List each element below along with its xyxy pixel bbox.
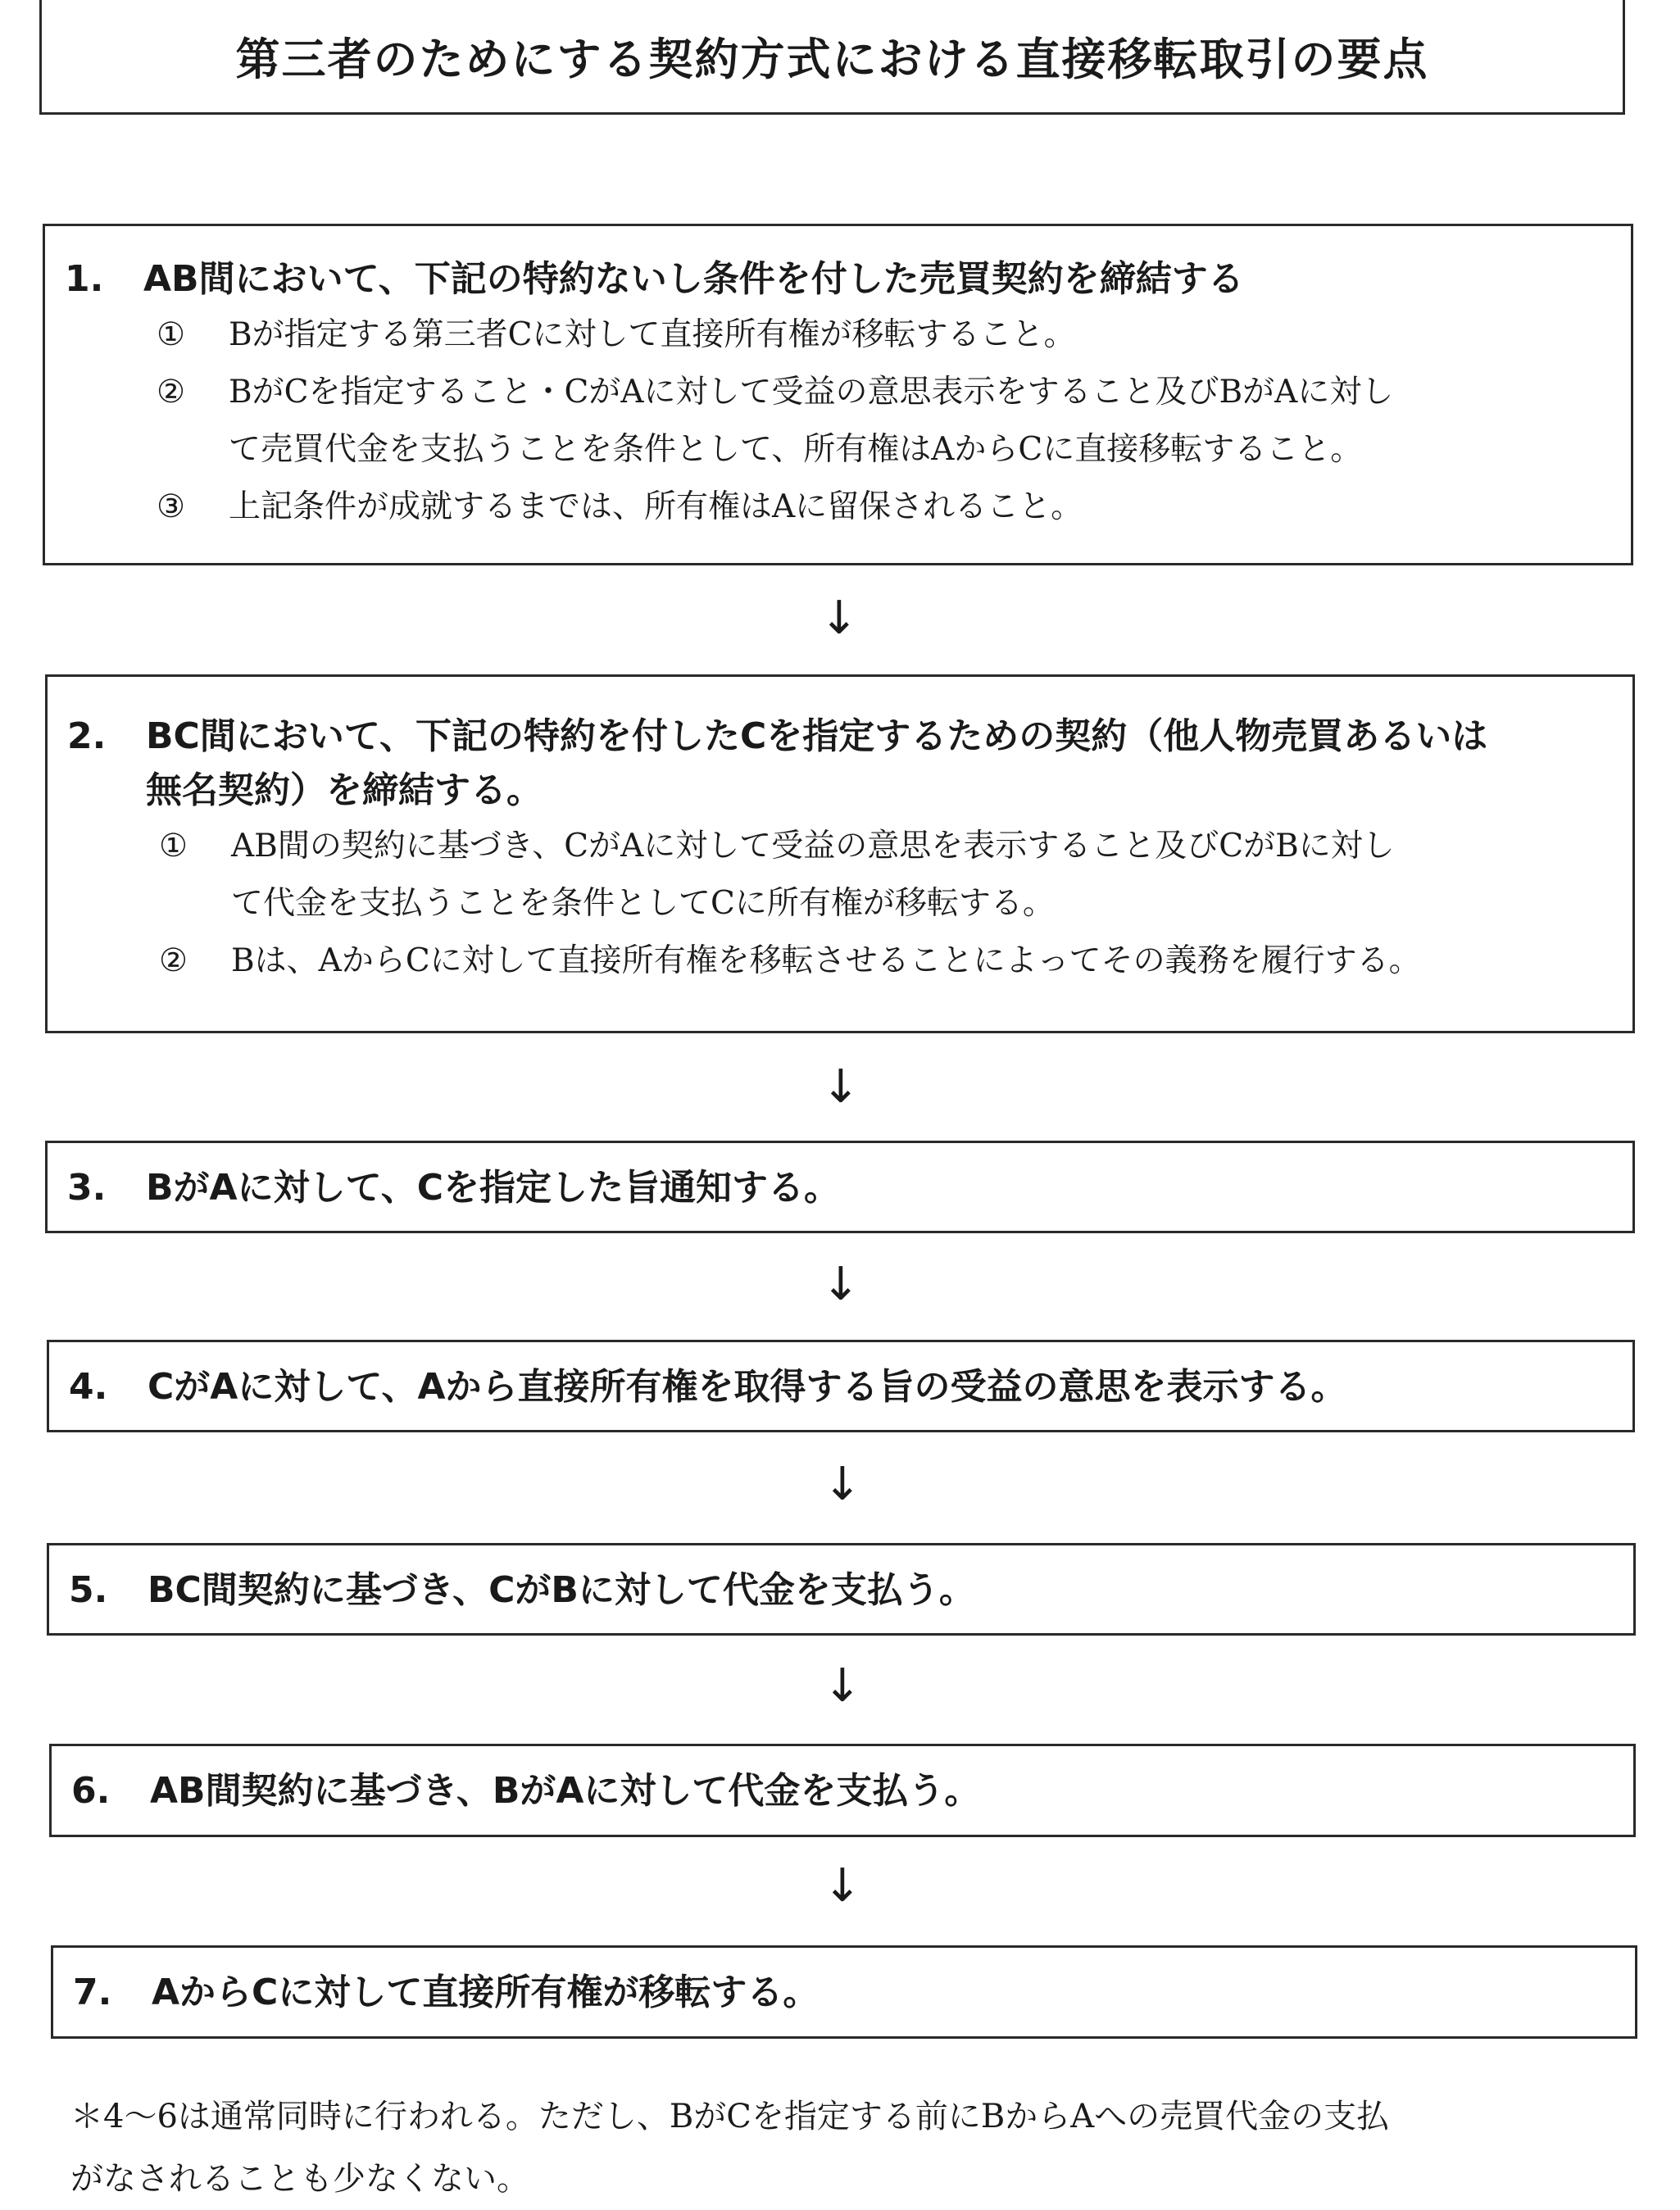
step-2-item-2 (67, 933, 1632, 990)
step-2-number: 2. (67, 715, 107, 757)
step-1-item-2 (65, 364, 1631, 421)
footnote-line-1: ＊4～6は通常同時に行われる。ただし、BがCを指定する前にBからAへの売買代金の支払 (70, 2098, 1390, 2135)
footnote-line-2: がなされることも少なくない。 (70, 2160, 529, 2198)
footnote (70, 2085, 1389, 2210)
step-3-heading-text: BがAに対して、Cを指定した旨通知する。 (146, 1167, 840, 1209)
step-4-heading (69, 1360, 1632, 1414)
step-3-heading (67, 1161, 1632, 1215)
step-5-number: 5. (69, 1569, 108, 1611)
step-4-box (47, 1340, 1635, 1432)
step-2-box (45, 674, 1635, 1033)
step-4-heading-text: CがAに対して、Aから直接所有権を取得する旨の受益の意思を表示する。 (148, 1366, 1347, 1408)
step-1-heading-text: AB間において、下記の特約ないし条件を付した売買契約を締結する (143, 258, 1244, 300)
step-1-heading (65, 252, 1631, 306)
item-text: Bが指定する第三者Cに対して直接所有権が移転すること。 (229, 316, 1076, 353)
down-arrow-icon: ↓ (820, 592, 859, 645)
step-7-heading (73, 1966, 1635, 2020)
item-marker: ① (157, 316, 185, 353)
down-arrow-icon: ↓ (821, 1258, 860, 1311)
item-text: BがCを指定すること・CがAに対して受益の意思表示をすること及びBがAに対し (229, 374, 1394, 411)
step-6-heading (71, 1764, 1633, 1818)
step-4-number: 4. (69, 1366, 108, 1408)
step-2-heading-text: BC間において、下記の特約を付したCを指定するための契約（他人物売買あるいは (146, 715, 1488, 757)
step-1-item-1 (65, 306, 1631, 364)
step-1-item-2-cont: て売買代金を支払うことを条件として、所有権はAからCに直接移転すること。 (229, 431, 1363, 468)
step-7-heading-text: AからCに対して直接所有権が移転する。 (152, 1972, 820, 2013)
step-6-number: 6. (71, 1770, 111, 1812)
item-marker: ① (159, 828, 188, 864)
down-arrow-icon: ↓ (821, 1060, 860, 1114)
step-1-box (43, 224, 1633, 565)
step-2-item-1-cont: て代金を支払うことを条件としてCに所有権が移転する。 (231, 885, 1055, 922)
step-1-item-3 (65, 479, 1631, 536)
item-marker: ② (159, 942, 188, 979)
step-6-box (49, 1744, 1636, 1837)
step-5-heading-text: BC間契約に基づき、CがBに対して代金を支払う。 (148, 1569, 975, 1611)
item-marker: ② (157, 374, 185, 411)
step-3-box (45, 1141, 1635, 1233)
step-5-heading (69, 1563, 1633, 1618)
item-text: Bは、AからCに対して直接所有権を移転させることによってその義務を履行する。 (231, 942, 1421, 979)
item-marker: ③ (157, 488, 185, 525)
down-arrow-icon: ↓ (823, 1659, 862, 1713)
item-text: 上記条件が成就するまでは、所有権はAに留保されること。 (229, 488, 1083, 525)
step-3-number: 3. (67, 1167, 107, 1209)
page-title: 第三者のためにする契約方式における直接移転取引の要点 (235, 34, 1429, 85)
step-6-heading-text: AB間契約に基づき、BがAに対して代金を支払う。 (150, 1770, 981, 1812)
step-1-number: 1. (65, 258, 104, 300)
step-2-heading-cont: 無名契約）を締結する。 (146, 769, 543, 811)
step-7-number: 7. (73, 1972, 112, 2013)
title-box (39, 0, 1625, 115)
down-arrow-icon: ↓ (823, 1859, 862, 1913)
step-2-item-1 (67, 818, 1632, 875)
step-5-box (47, 1543, 1636, 1636)
item-text: AB間の契約に基づき、CがAに対して受益の意思を表示すること及びCがBに対し (231, 828, 1395, 864)
step-2-heading (67, 710, 1632, 764)
step-7-box (51, 1945, 1637, 2039)
down-arrow-icon: ↓ (823, 1458, 862, 1511)
